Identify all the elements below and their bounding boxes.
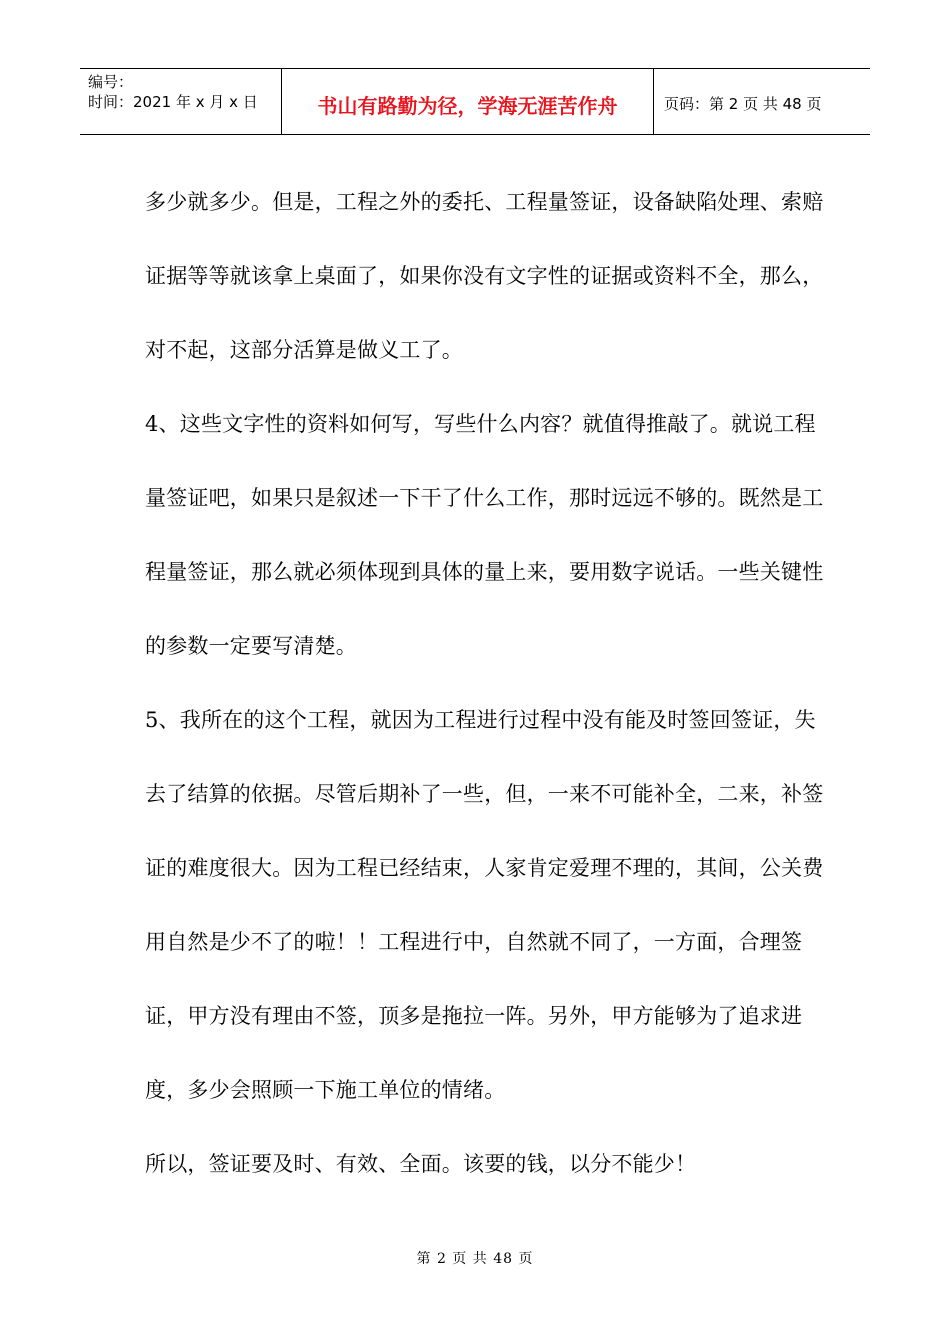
document-date: 时间：2021 年 x 月 x 日 [88,93,258,111]
header-motto: 书山有路勤为径，学海无涯苦作舟 [282,69,654,134]
document-number-label: 编号： [88,73,134,91]
page-header [80,68,870,135]
paragraph-4: 所以，签证要及时、有效、全面。该要的钱，以分不能少！ [145,1152,697,1176]
header-meta [80,69,282,134]
page-footer: 第 2 页 共 48 页 [416,1251,534,1267]
header-page-info: 页码：第 2 页 共 48 页 [664,95,822,113]
paragraph-3: 5、我所在的这个工程，就因为工程进行过程中没有能及时签回签证，失去了结算的依据。尽管后期补了一些，但，一来不可能补全，二来，补签证的难度很大。因为工程已经结束，人家肯定爱理不理的，其间，公关费用自然是少不了的啦！！工程进行中，自然就不同了，一方面，合理签证，甲方没有理由不签，顶多是拖拉一阵。另外，甲方能够为了追求进度，多少会照顾一下施工单位的情绪。 [145,708,824,1102]
paragraph-1: 多少就多少。但是，工程之外的委托、工程量签证，设备缺陷处理、索赔证据等等就该拿上桌面了，如果你没有文字性的证据或资料不全，那么，对不起，这部分活算是做义工了。 [145,190,824,362]
document-body [145,165,825,1201]
paragraph-2: 4、这些文字性的资料如何写，写些什么内容？就值得推敲了。就说工程量签证吧，如果只是叙述一下干了什么工作，那时远远不够的。既然是工程量签证，那么就必须体现到具体的量上来，要用数字说话。一些关键性的参数一定要写清楚。 [145,412,824,658]
